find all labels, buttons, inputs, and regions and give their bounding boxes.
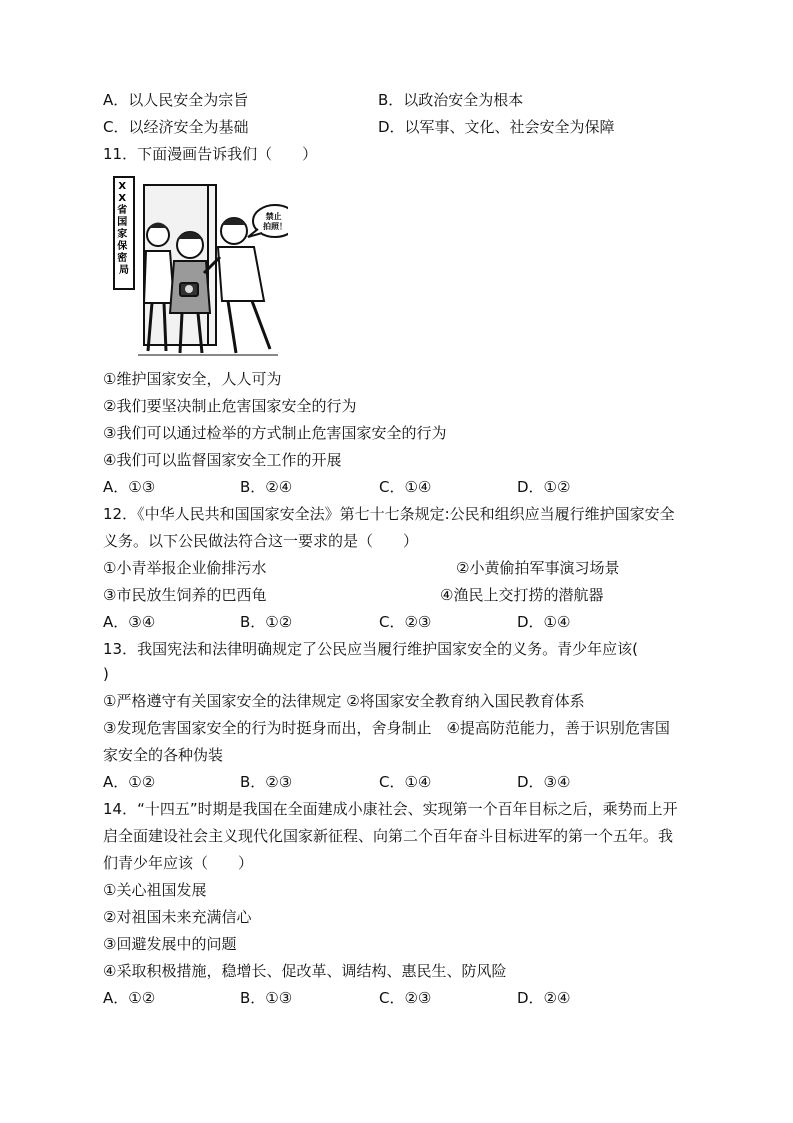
q11-option-c: C．①④ [379,478,432,496]
q14-stem-line-2: 启全面建设社会主义现代化国家新征程、向第二个百年奋斗目标进军的第一个五年。我 [103,827,674,845]
q13-option-b: B．②③ [240,773,293,791]
q14-statement-1: ①关心祖国发展 [103,881,207,899]
q10-option-d: D．以军事、文化、社会安全为保障 [378,118,615,136]
q13-statement-line-1: ①严格遵守有关国家安全的法律规定 ②将国家安全教育纳入国民教育体系 [103,692,585,710]
q10-option-b: B．以政治安全为根本 [378,91,524,109]
q14-stem-line-1: 14．“十四五”时期是我国在全面建成小康社会、实现第一个百年目标之后，乘势而上开 [103,800,678,818]
q11-stem: 11．下面漫画告诉我们（ ） [103,145,318,163]
q11-cartoon-image [108,173,288,367]
q12-statement-4: ④渔民上交打捞的潜航器 [440,586,604,604]
q13-option-d: D．③④ [517,773,571,791]
cartoon-drawing [108,173,288,363]
q14-option-b: B．①③ [240,989,293,1007]
q12-stem-line-2: 义务。以下公民做法符合这一要求的是（ ） [103,532,419,550]
q12-statement-1: ①小青举报企业偷排污水 [103,559,267,577]
q14-statement-2: ②对祖国未来充满信心 [103,908,252,926]
q13-option-a: A．①② [103,773,156,791]
q11-option-b: B．②④ [240,478,293,496]
q11-option-a: A．①③ [103,478,156,496]
q13-option-c: C．①④ [379,773,432,791]
q10-option-a: A．以人民安全为宗旨 [103,91,249,109]
q13-statement-line-3: 家安全的各种伪装 [103,746,224,764]
q14-option-c: C．②③ [379,989,432,1007]
q12-option-b: B．①② [240,613,293,631]
q13-stem-line-2: ) [103,665,109,683]
q12-option-a: A．③④ [103,613,156,631]
q14-stem-line-3: 们青少年应该（ ） [103,854,254,872]
q12-statement-2: ②小黄偷拍军事演习场景 [456,559,620,577]
q12-option-d: D．①④ [517,613,571,631]
sign-text: X X 省 国 家 保 密 局 [117,181,129,276]
q10-option-c: C．以经济安全为基础 [103,118,249,136]
q11-statement-2: ②我们要坚决制止危害国家安全的行为 [103,397,357,415]
q11-option-d: D．①② [517,478,571,496]
q14-option-a: A．①② [103,989,156,1007]
q12-option-c: C．②③ [379,613,432,631]
q13-statement-line-2: ③发现危害国家安全的行为时挺身而出，舍身制止 ④提高防范能力，善于识别危害国 [103,719,670,737]
q14-statement-3: ③回避发展中的问题 [103,935,237,953]
q13-stem-line-1: 13．我国宪法和法律明确规定了公民应当履行维护国家安全的义务。青少年应该( [103,640,638,658]
q12-statement-3: ③市民放生饲养的巴西龟 [103,586,267,604]
q11-statement-4: ④我们可以监督国家安全工作的开展 [103,451,342,469]
q11-statement-3: ③我们可以通过检举的方式制止危害国家安全的行为 [103,424,447,442]
q14-statement-4: ④采取积极措施，稳增长、促改革、调结构、惠民生、防风险 [103,962,507,980]
q11-statement-1: ①维护国家安全，人人可为 [103,370,282,388]
bubble-text: 禁止 拍照！ [263,212,287,231]
q12-stem-line-1: 12．《中华人民共和国国家安全法》第七十七条规定:公民和组织应当履行维护国家安全 [103,505,675,523]
q14-option-d: D．②④ [517,989,571,1007]
